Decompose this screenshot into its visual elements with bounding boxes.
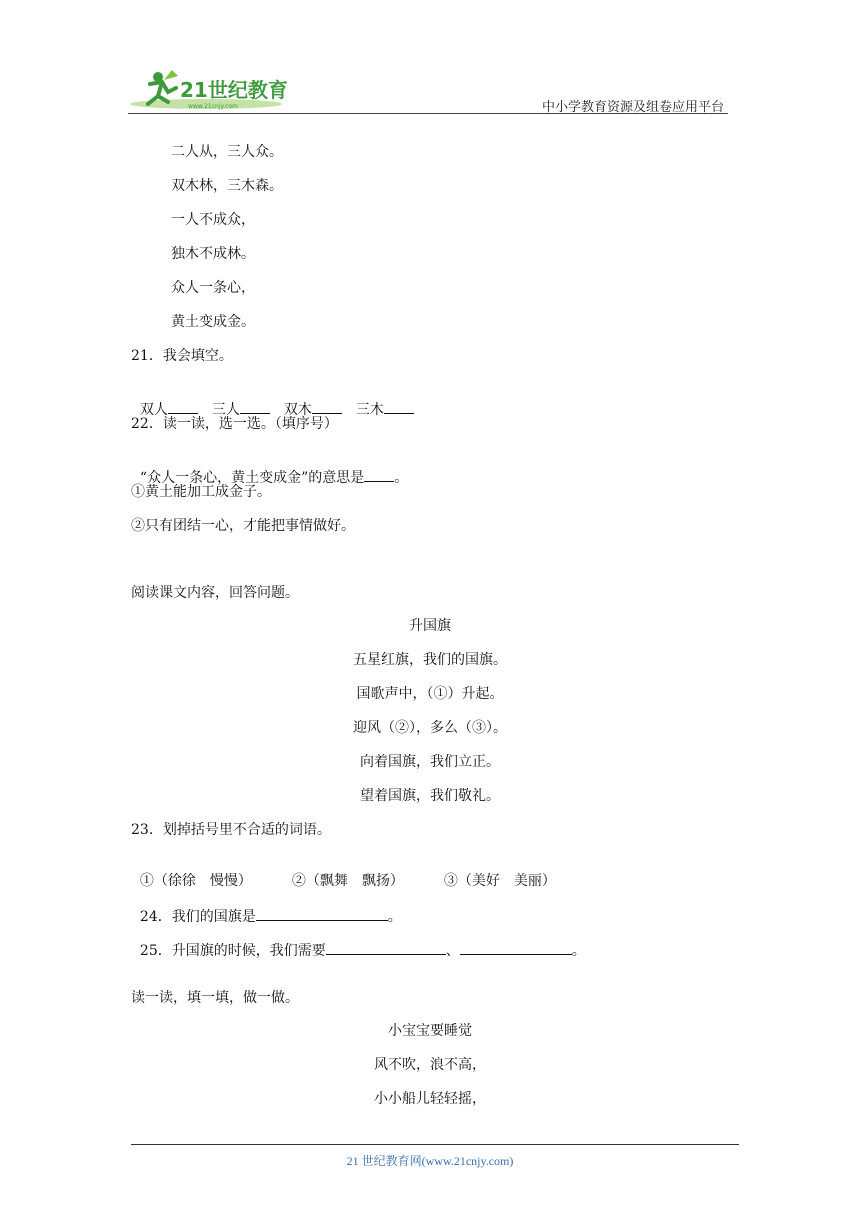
question-21-title: 21．我会填空。 bbox=[131, 348, 233, 364]
answer-blank[interactable] bbox=[168, 399, 198, 414]
poem-line: 双木林，三木森。 bbox=[171, 178, 283, 194]
question-25 bbox=[131, 922, 586, 960]
question-text: 24．我们的国旗是 bbox=[139, 909, 256, 925]
question-23-title: 23．划掉括号里不合适的词语。 bbox=[131, 822, 331, 838]
platform-name: 中小学教育资源及组卷应用平台 bbox=[541, 100, 724, 115]
poem-line: 迎风（②），多么（③）。 bbox=[353, 720, 507, 736]
footer-divider bbox=[131, 1144, 739, 1145]
question-text: 25．升国旗的时候，我们需要 bbox=[139, 943, 326, 959]
option-2: ②只有团结一心，才能把事情做好。 bbox=[131, 518, 355, 534]
header-divider bbox=[128, 113, 728, 114]
question-22-title: 22．读一读，选一选。（填序号） bbox=[131, 416, 338, 432]
stem-end: 。 bbox=[394, 470, 409, 486]
section-intro: 阅读课文内容，回答问题。 bbox=[131, 585, 299, 601]
question-22-stem bbox=[131, 449, 408, 487]
answer-blank[interactable] bbox=[364, 467, 394, 482]
poem-line: 一人不成众， bbox=[171, 212, 255, 228]
logo-icon bbox=[128, 66, 298, 112]
question-end: 。 bbox=[571, 943, 586, 959]
fill-item-label: 双人 bbox=[139, 402, 168, 418]
fill-item-label: 三人 bbox=[211, 402, 240, 418]
poem-line: 风不吹，浪不高， bbox=[374, 1057, 486, 1073]
logo-subtext: www.21cnjy.com bbox=[188, 103, 238, 110]
answer-blank[interactable] bbox=[240, 399, 270, 414]
poem-title: 升国旗 bbox=[409, 618, 451, 634]
poem-line: 国歌声中，（①）升起。 bbox=[356, 686, 504, 702]
poem-title: 小宝宝要睡觉 bbox=[388, 1023, 472, 1039]
fill-item-label: 双木 bbox=[283, 402, 312, 418]
question-24 bbox=[131, 888, 402, 926]
logo-text: 21世纪教育 bbox=[180, 78, 288, 102]
poem-line: 向着国旗，我们立正。 bbox=[360, 754, 500, 770]
option-1: ①黄土能加工成金子。 bbox=[131, 484, 271, 500]
footer-link[interactable]: 21 世纪教育网(www.21cnjy.com) bbox=[346, 1154, 514, 1168]
question-21-blanks bbox=[131, 381, 414, 419]
poem-line: 二人从，三人众。 bbox=[171, 144, 283, 160]
choice-group[interactable]: ①（徐徐 慢慢） bbox=[139, 873, 252, 889]
answer-blank[interactable] bbox=[312, 399, 342, 414]
poem-line: 黄土变成金。 bbox=[171, 314, 255, 330]
answer-blank[interactable] bbox=[326, 940, 446, 955]
page-header bbox=[128, 66, 728, 114]
poem-line: 独木不成林。 bbox=[171, 246, 255, 262]
poem-line: 望着国旗，我们敬礼。 bbox=[360, 788, 500, 804]
poem-line: 五星红旗，我们的国旗。 bbox=[353, 652, 507, 668]
separator: 、 bbox=[445, 943, 460, 959]
choice-group[interactable]: ③（美好 美丽） bbox=[443, 873, 556, 889]
fill-item-label: 三木 bbox=[355, 402, 384, 418]
question-end: 。 bbox=[387, 909, 402, 925]
answer-blank[interactable] bbox=[460, 940, 572, 955]
poem-line: 小小船儿轻轻摇， bbox=[374, 1091, 486, 1107]
poem-line: 众人一条心， bbox=[171, 280, 255, 296]
question-23-options bbox=[131, 854, 556, 890]
section-intro: 读一读，填一填，做一做。 bbox=[131, 990, 299, 1006]
answer-blank[interactable] bbox=[256, 906, 388, 921]
choice-group[interactable]: ②（飘舞 飘扬） bbox=[291, 873, 404, 889]
stem-text: “众人一条心，黄土变成金”的意思是 bbox=[139, 470, 365, 486]
answer-blank[interactable] bbox=[384, 399, 414, 414]
